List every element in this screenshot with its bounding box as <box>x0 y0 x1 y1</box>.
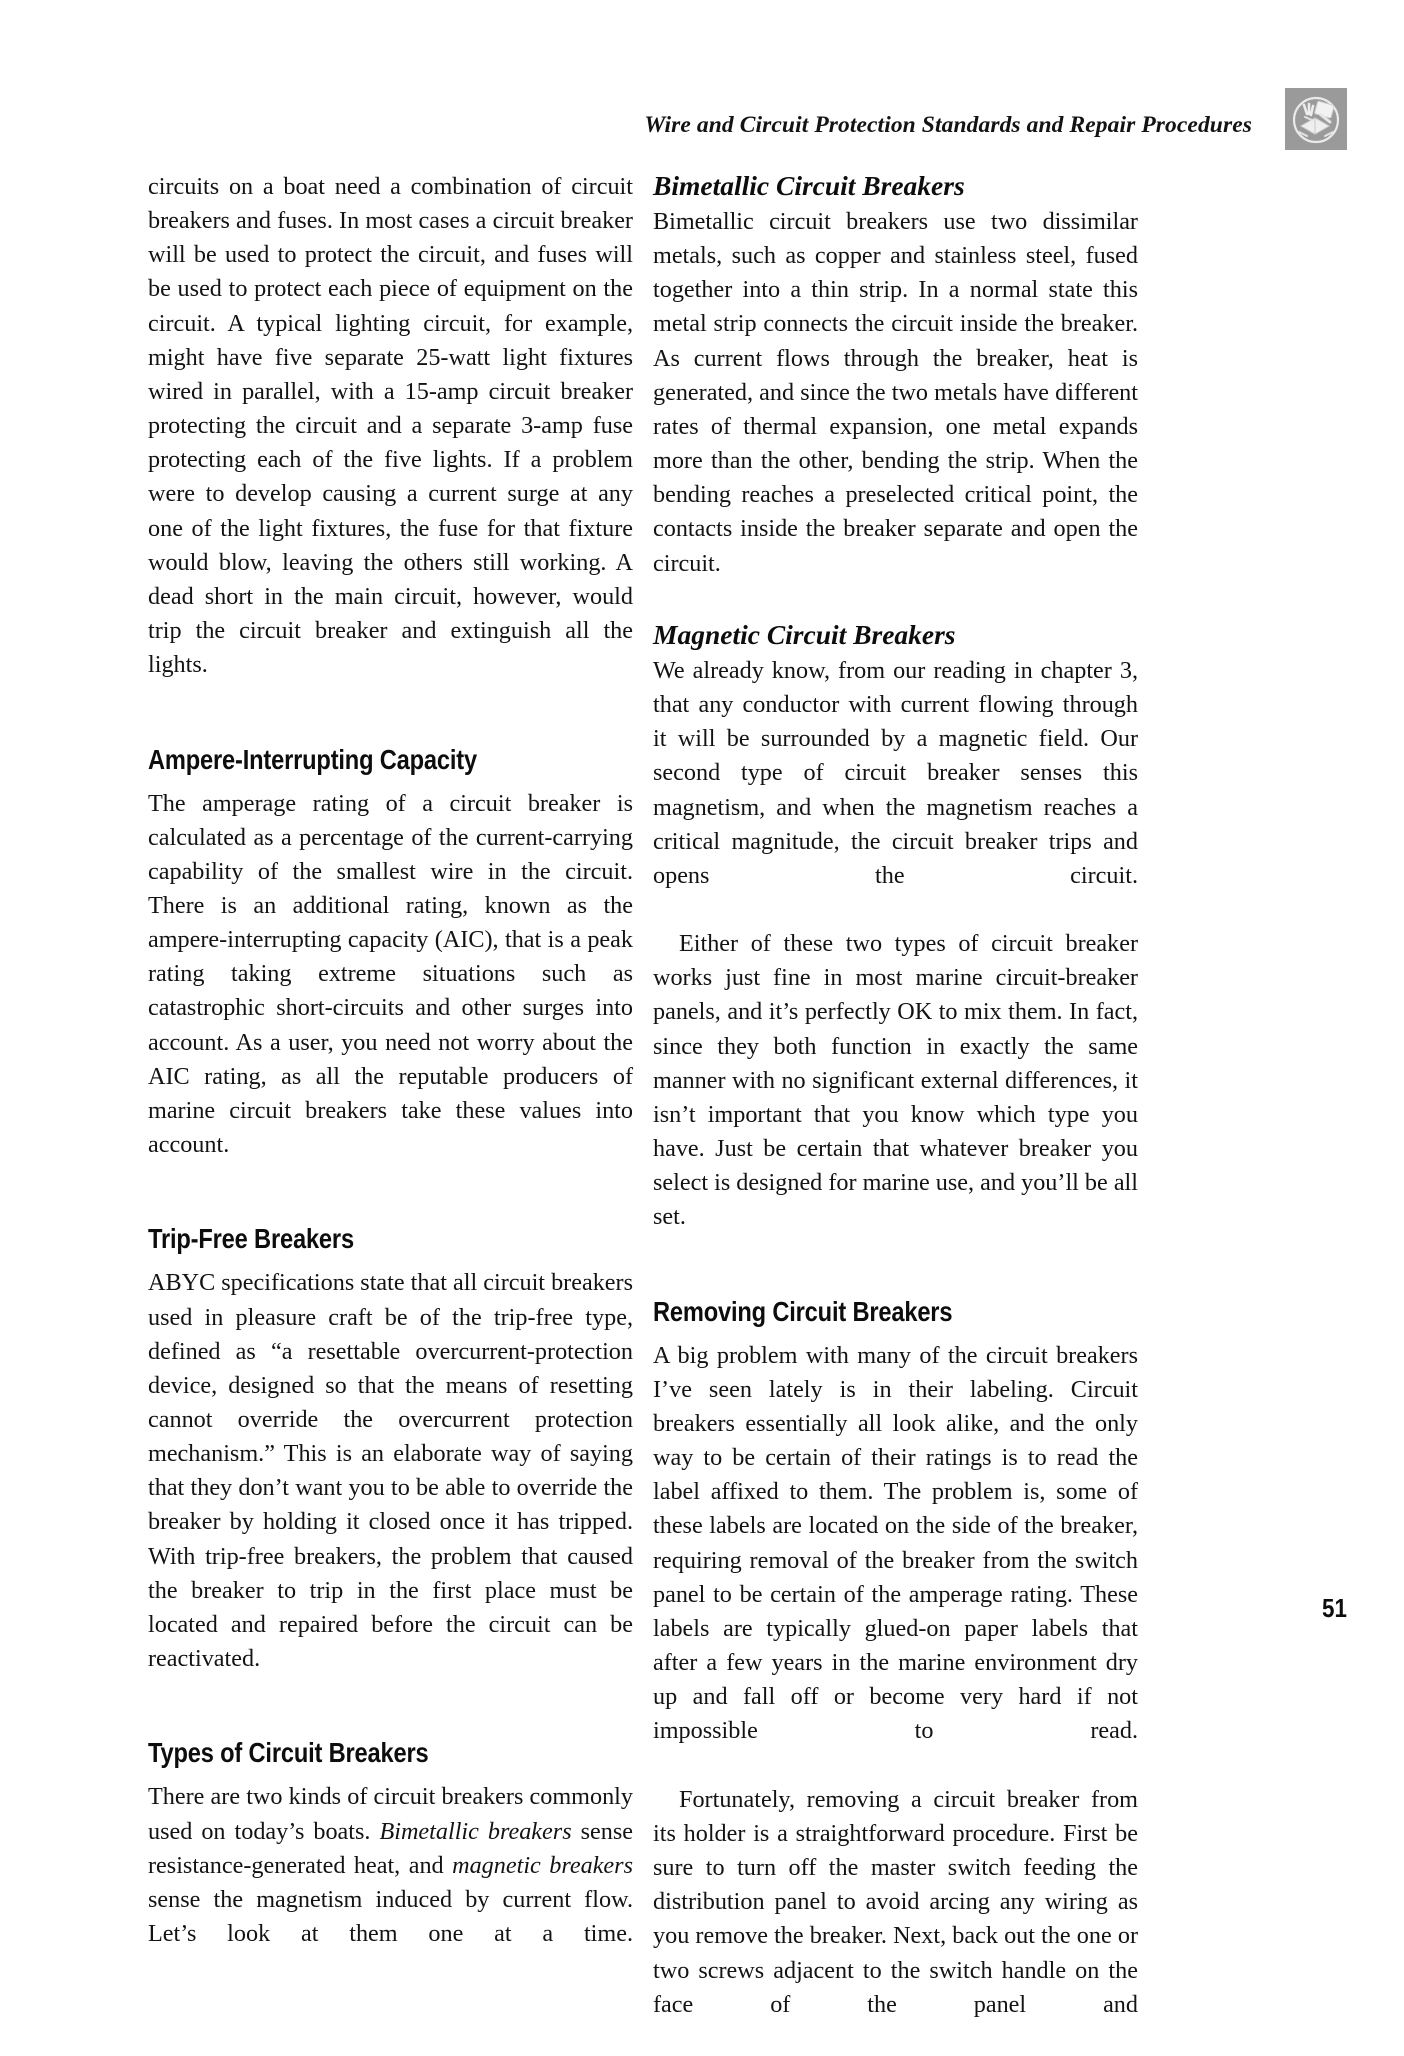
emphasis: Bimetallic breakers <box>379 1817 572 1845</box>
tools-and-circuit-board-emblem-icon <box>1285 88 1347 150</box>
page-number: 51 <box>1322 1593 1347 1623</box>
paragraph: Bimetallic circuit breakers use two dissimilar metals, such as copper and stainless steel, fused together into a thin strip. In a normal state this metal strip connects the circuit inside the breaker. As current flows through the breaker, heat is generated, and since the two metals have different rates of thermal expansion, one metal expands more than the other, bending the strip. When the bending reaches a preselected critical point, the contacts inside the breaker separate and open the circuit. <box>653 208 1138 577</box>
continued-paragraph: circuits on a boat need a combination of circuit breakers and fuses. In most cases a circuit breaker will be used to protect the circuit, and fuses will be used to protect each piece of equipment on the circuit. A typical lighting circuit, for example, might have five separate 25-watt light fixtures wired in parallel, with a 15-amp circuit breaker protecting the circuit and a separate 3-amp fuse protecting each of the five lights. If a problem were to develop causing a current surge at any one of the light fixtures, the fuse for that fixture would blow, leaving the others still working. A dead short in the main circuit, however, would trip the circuit breaker and extinguish all the lights. <box>148 173 633 679</box>
paragraph: Either of these two types of circuit breaker works just fine in most marine circuit-breaker panels, and it’s perfectly OK to mix them. In fact, since they both function in exactly the same manner with no significant external differences, it isn’t important that you know which type you have. Just be certain that whatever breaker you select is designed for marine use, and you’ll be all set. <box>653 930 1138 1231</box>
left-text-column <box>148 170 633 1985</box>
heading-text: Types of Circuit Breakers <box>148 1737 429 1769</box>
section-heading-bimetallic-circuit-breakers <box>653 170 1138 205</box>
section-heading-removing-circuit-breakers <box>653 1269 1138 1339</box>
paragraph: The amperage rating of a circuit breaker is calculated as a percentage of the current-carrying capability of the smallest wire in the circuit. There is an additional rating, known as the ampere-interrupting capacity (AIC), that is a peak rating taking extreme situations such as catastrophic short-circuits and other surges into account. As a user, you need not worry about the AIC rating, as all the reputable producers of marine circuit breakers take these values into account. <box>148 789 633 1159</box>
heading-text: Magnetic Circuit Breakers <box>653 618 956 650</box>
running-head: Wire and Circuit Protection Standards and Repair Procedures <box>644 112 1252 138</box>
section-heading-ampere-interrupting-capacity <box>148 717 633 787</box>
heading-text: Ampere-Interrupting Capacity <box>148 743 477 775</box>
paragraph: We already know, from our reading in chapter 3, that any conductor with current flowing through it will be surrounded by a magnetic field. Our second type of circuit breaker senses this magnetism, and when the magnetism reaches a critical magnitude, the circuit breaker trips and opens the circuit. <box>653 656 1138 889</box>
section-heading-magnetic-circuit-breakers <box>653 615 1138 654</box>
paragraph: A big problem with many of the circuit breakers I’ve seen lately is in their labeling. Circuit breakers essentially all look alike, and the only way to be certain of their ratings is to read the label affixed to them. The problem is, some of these labels are located on the side of the breaker, requiring removal of the breaker from the switch panel to be certain of the amperage rating. These labels are typically glued-on paper labels that after a few years in the marine environment dry up and fall off or become very hard if not impossible to read. <box>653 1341 1138 1745</box>
heading-text: Removing Circuit Breakers <box>653 1295 953 1327</box>
paragraph: Fortunately, removing a circuit breaker from its holder is a straightforward procedure. First be sure to turn off the master switch feeding the distribution panel to avoid arcing any wiring as you remove the breaker. Next, back out the one or two screws adjacent to the switch handle on the face of the panel and <box>653 1785 1138 2018</box>
paragraph: There are two kinds of circuit breakers commonly used on today’s boats. Bimetallic breakers sense resistance-generated heat, and magnetic breakers sense the magnetism induced by current flow. Let’s look at them one at a time. <box>148 1783 633 1948</box>
heading-text: Bimetallic Circuit Breakers <box>653 170 965 201</box>
heading-text: Trip-Free Breakers <box>148 1223 354 1255</box>
emphasis: magnetic breakers <box>452 1851 633 1879</box>
paragraph: ABYC specifications state that all circuit breakers used in pleasure craft be of the trip-free type, defined as “a resettable overcurrent-protection device, designed so that the means of resetting cannot override the overcurrent protection mechanism.” This is an elaborate way of saying that they don’t want you to be able to override the breaker by holding it closed once it has tripped. With trip-free breakers, the problem that caused the breaker to trip in the first place must be located and repaired before the circuit can be reactivated. <box>148 1269 633 1673</box>
section-heading-types-of-circuit-breakers <box>148 1710 633 1780</box>
right-text-column <box>653 170 1138 2056</box>
section-heading-trip-free-breakers <box>148 1196 633 1266</box>
